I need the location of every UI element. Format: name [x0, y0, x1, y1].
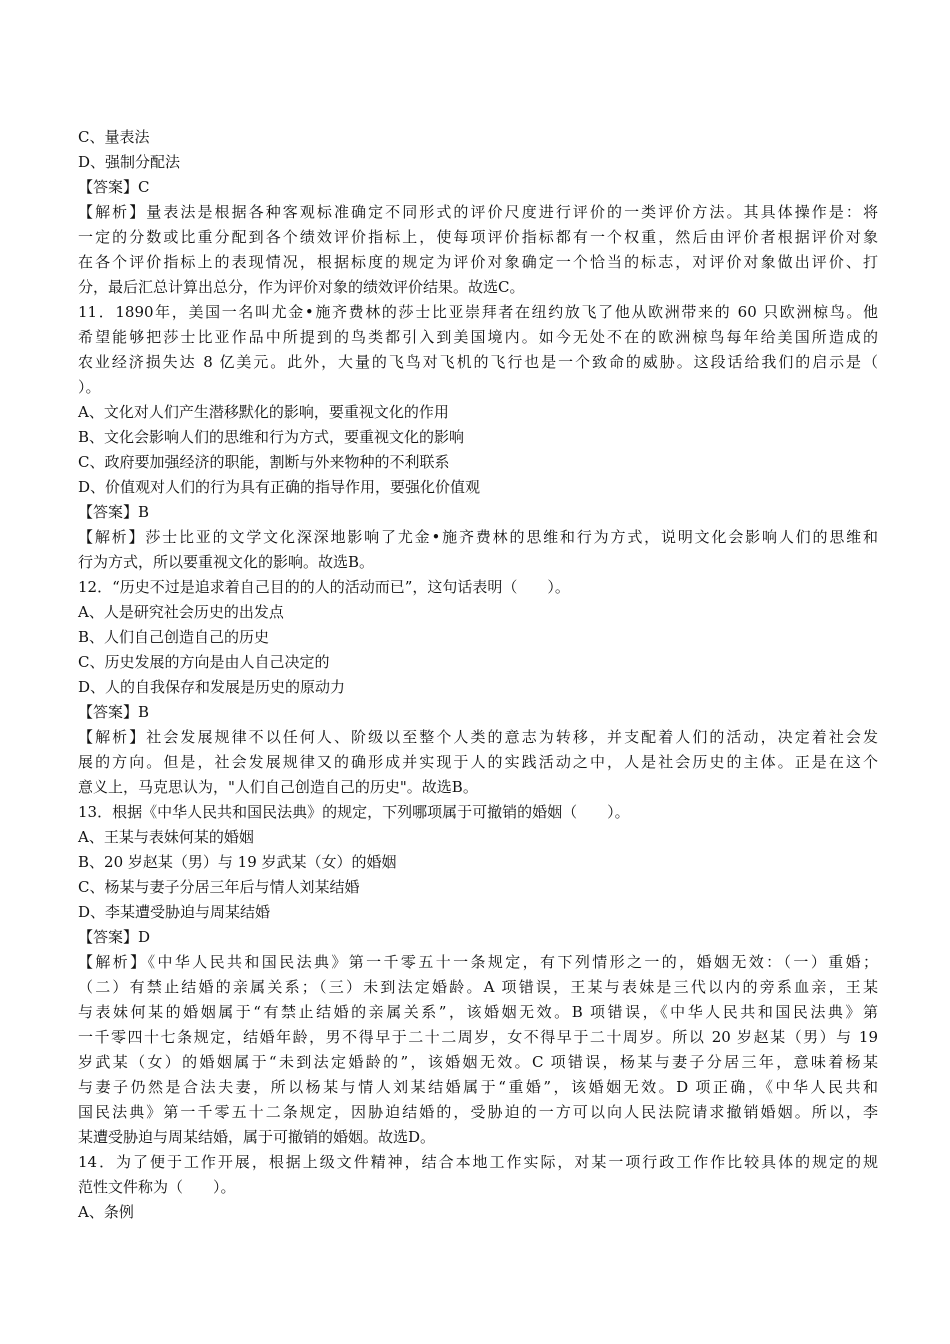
analysis-line: 国民法典》第一千零五十二条规定，因胁迫结婚的，受胁迫的一方可以向人民法院请求撤销婚姻。所以，李: [78, 1103, 878, 1121]
option-c: C、政府要加强经济的职能，割断与外来物种的不利联系: [78, 453, 450, 471]
analysis-line: 行为方式，所以要重视文化的影响。故选B。: [78, 553, 375, 571]
option-c: C、历史发展的方向是由人自己决定的: [78, 653, 330, 671]
analysis-line: 岁武某（女）的婚姻属于“未到法定婚龄的”，该婚姻无效。C 项错误，杨某与妻子分居三年，意味着杨某: [78, 1053, 878, 1071]
question-14-line: 范性文件称为（ ）。: [78, 1178, 236, 1196]
answer: 【答案】C: [78, 178, 150, 196]
analysis-line: 某遭受胁迫与周某结婚，属于可撤销的婚姻。故选D。: [78, 1128, 436, 1146]
option-c: C、量表法: [78, 128, 150, 146]
option-b: B、20 岁赵某（男）与 19 岁武某（女）的婚姻: [78, 853, 397, 871]
analysis-line: 【解析】社会发展规律不以任何人、阶级以至整个人类的意志为转移，并支配着人们的活动，决定着社会发: [78, 728, 878, 746]
question-11-line: 11．1890年，美国一名叫尤金•施齐费林的莎士比亚崇拜者在纽约放飞了他从欧洲带来的 60 只欧洲椋鸟。他: [78, 303, 878, 321]
option-d: D、价值观对人们的行为具有正确的指导作用，要强化价值观: [78, 478, 481, 496]
option-a: A、条例: [78, 1203, 134, 1221]
question-11-line: ）。: [78, 378, 101, 396]
option-a: A、人是研究社会历史的出发点: [78, 603, 284, 621]
analysis-line: 在各个评价指标上的表现情况，根据标度的规定为评价对象确定一个恰当的标志，对评价对象做出评价、打: [78, 253, 878, 271]
question-13: 13．根据《中华人民共和国民法典》的规定，下列哪项属于可撤销的婚姻（ ）。: [78, 803, 630, 821]
document-page: [78, 125, 878, 1225]
analysis-line: 与妻子仍然是合法夫妻，所以杨某与情人刘某结婚属于“重婚”，该婚姻无效。D 项正确，《中华人民共和: [78, 1078, 878, 1096]
option-b: B、文化会影响人们的思维和行为方式，要重视文化的影响: [78, 428, 465, 446]
analysis-line: 与表妹何某的婚姻属于“有禁止结婚的亲属关系”，该婚姻无效。B 项错误，《中华人民共和国民法典》第: [78, 1003, 878, 1021]
answer: 【答案】B: [78, 503, 150, 521]
answer: 【答案】D: [78, 928, 151, 946]
option-d: D、李某遭受胁迫与周某结婚: [78, 903, 271, 921]
analysis-line: 分，最后汇总计算出总分，作为评价对象的绩效评价结果。故选C。: [78, 278, 525, 296]
answer: 【答案】B: [78, 703, 150, 721]
analysis-line: 【解析】《中华人民共和国民法典》第一千零五十一条规定，有下列情形之一的，婚姻无效：（一）重婚；: [78, 953, 878, 971]
option-a: A、王某与表妹何某的婚姻: [78, 828, 254, 846]
analysis-line: 【解析】莎士比亚的文学文化深深地影响了尤金•施齐费林的思维和行为方式，说明文化会影响人们的思维和: [78, 528, 878, 546]
analysis-line: 展的方向。但是，社会发展规律又的确形成并实现于人的实践活动之中，人是社会历史的主体。正是在这个: [78, 753, 878, 771]
analysis-line: 【解析】量表法是根据各种客观标准确定不同形式的评价尺度进行评价的一类评价方法。其具体操作是：将: [78, 203, 878, 221]
analysis-line: （二）有禁止结婚的亲属关系；（三）未到法定婚龄。A 项错误，王某与表妹是三代以内的旁系血亲，王某: [78, 978, 878, 996]
analysis-line: 一定的分数或比重分配到各个绩效评价指标上，使每项评价指标都有一个权重，然后由评价者根据评价对象: [78, 228, 878, 246]
option-d: D、人的自我保存和发展是历史的原动力: [78, 678, 346, 696]
analysis-line: 意义上，马克思认为，"人们自己创造自己的历史"。故选B。: [78, 778, 478, 796]
question-14-line: 14．为了便于工作开展，根据上级文件精神，结合本地工作实际，对某一项行政工作作比较具体的规定的规: [78, 1153, 878, 1171]
option-d: D、强制分配法: [78, 153, 181, 171]
analysis-line: 一千零四十七条规定，结婚年龄，男不得早于二十二周岁，女不得早于二十周岁。所以 20 岁赵某（男）与 19: [78, 1028, 878, 1046]
option-b: B、人们自己创造自己的历史: [78, 628, 270, 646]
option-a: A、文化对人们产生潜移默化的影响，要重视文化的作用: [78, 403, 449, 421]
question-11-line: 农业经济损失达 8 亿美元。此外，大量的飞鸟对飞机的飞行也是一个致命的威胁。这段话给我们的启示是（: [78, 353, 878, 371]
question-11-line: 希望能够把莎士比亚作品中所提到的鸟类都引入到美国境内。如今无处不在的欧洲椋鸟每年给美国所造成的: [78, 328, 878, 346]
option-c: C、杨某与妻子分居三年后与情人刘某结婚: [78, 878, 360, 896]
question-12: 12．“历史不过是追求着自己目的的人的活动而已”，这句话表明（ ）。: [78, 578, 570, 596]
